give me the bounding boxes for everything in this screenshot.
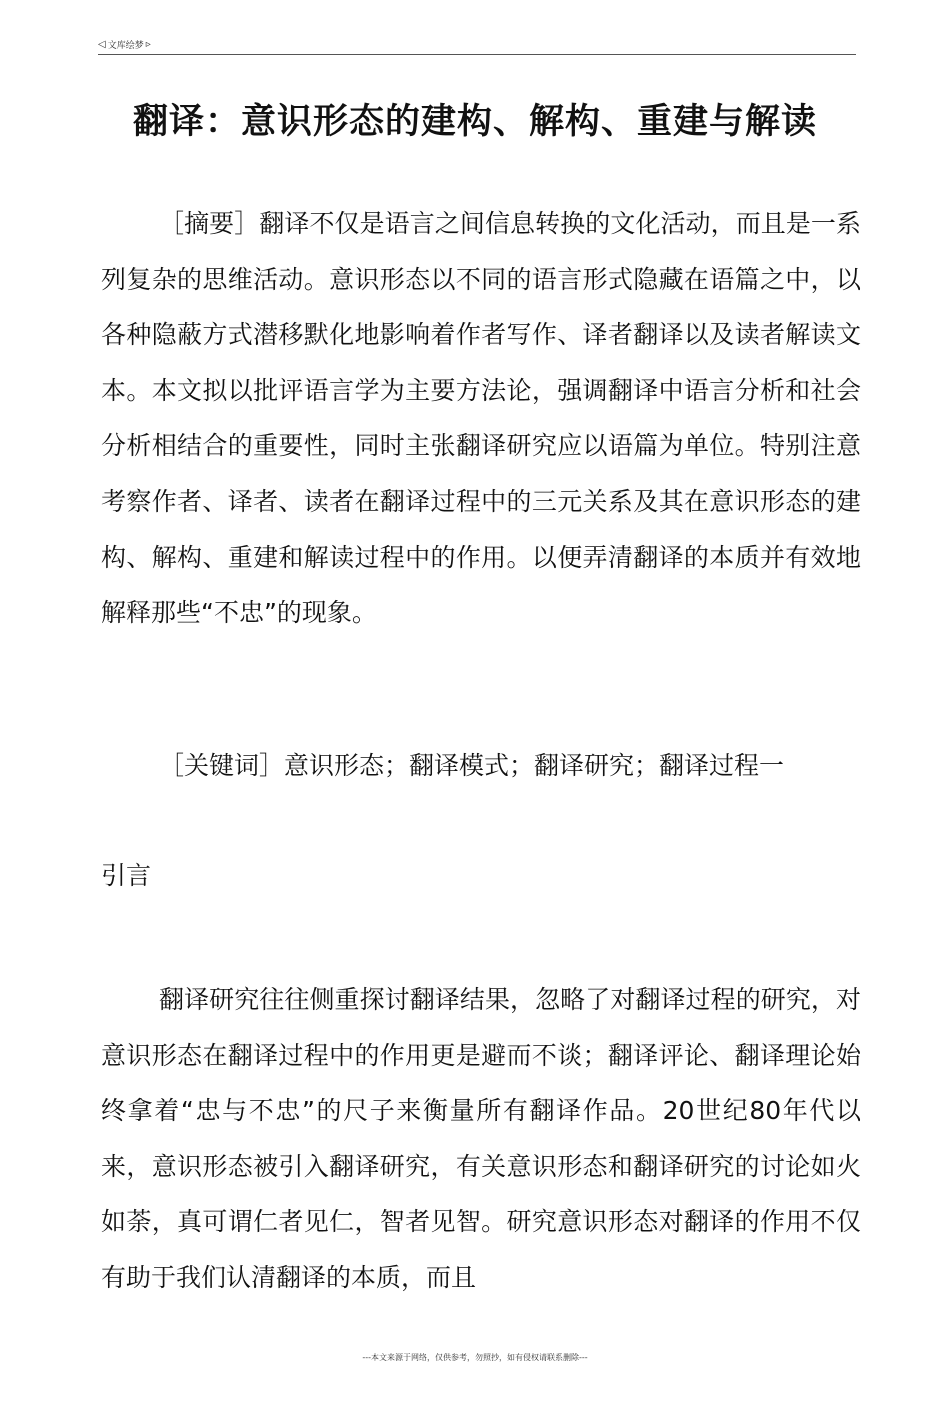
right-triangle-icon: ▹ [145, 39, 151, 50]
left-triangle-icon: ◁ [98, 39, 106, 50]
keywords-paragraph: ［关键词］意识形态；翻译模式；翻译研究；翻译过程一 [159, 751, 785, 780]
abstract-paragraph: ［摘要］翻译不仅是语言之间信息转换的文化活动，而且是一系列复杂的思维活动。意识形态以不同的语言形式隐藏在语篇之中，以各种隐蔽方式潜移默化地影响着作者写作、译者翻译以及读者解读文本。本文拟以批评语言学为主要方法论，强调翻译中语言分析和社会分析相结合的重要性，同时主张翻译研究应以语篇为单位。特别注意考察作者、译者、读者在翻译过程中的三元关系及其在意识形态的建构、解构、重建和解读过程中的作用。以便弄清翻译的本质并有效地解释那些“不忠”的现象。 [101, 209, 861, 628]
page-header [98, 38, 151, 51]
header-divider [98, 54, 856, 55]
body-paragraph: 翻译研究往往侧重探讨翻译结果，忽略了对翻译过程的研究，对意识形态在翻译过程中的作用更是避而不谈；翻译评论、翻译理论始终拿着“忠与不忠”的尺子来衡量所有翻译作品。20世纪80年代以来，意识形态被引入翻译研究，有关意识形态和翻译研究的讨论如火如荼，真可谓仁者见仁，智者见智。研究意识形态对翻译的作用不仅有助于我们认清翻译的本质，而且 [101, 985, 861, 1292]
document-title: 翻译：意识形态的建构、解构、重建与解读 [132, 102, 817, 142]
page-footer: ---本文来源于网络，仅供参考，勿照抄，如有侵权请联系删除--- [362, 1353, 588, 1362]
header-site-name: 文库绘梦 [107, 41, 144, 51]
section-heading: 引言 [101, 861, 152, 890]
